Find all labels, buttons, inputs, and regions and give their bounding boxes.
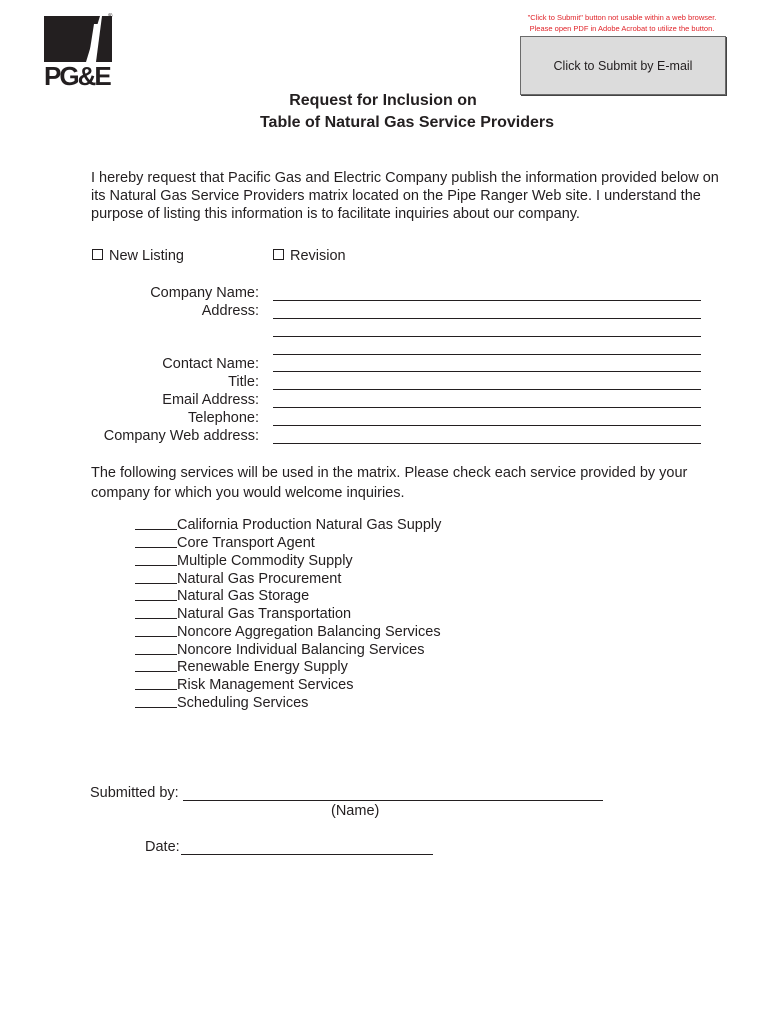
email-label: Email Address:	[162, 392, 259, 408]
service-check-blank[interactable]	[135, 695, 177, 708]
service-item[interactable]	[135, 535, 315, 551]
revision-label: Revision	[290, 248, 346, 264]
service-label: Renewable Energy Supply	[177, 659, 348, 675]
intro-paragraph: I hereby request that Pacific Gas and Electric Company publish the information provided below on its Natural Gas Service Providers matrix located on the Pipe Ranger Web site. I understand the purpose of listing this information is to facilitate inquiries about our company.	[91, 170, 719, 222]
service-item[interactable]	[135, 588, 309, 604]
service-item[interactable]	[135, 571, 341, 587]
contact-name-label: Contact Name:	[162, 356, 259, 372]
service-check-blank[interactable]	[135, 642, 177, 655]
registered-mark: ®	[108, 14, 113, 20]
service-label: Scheduling Services	[177, 695, 309, 711]
revision-option[interactable]	[273, 248, 346, 264]
title-field[interactable]	[273, 389, 701, 390]
submitted-by-field[interactable]	[183, 800, 603, 801]
service-check-blank[interactable]	[135, 606, 177, 619]
address-field-line-3[interactable]	[273, 354, 701, 355]
page-title-line-2: Table of Natural Gas Service Providers	[259, 114, 555, 131]
service-label: Natural Gas Storage	[177, 588, 310, 604]
company-name-label: Company Name:	[150, 285, 259, 301]
service-label: Noncore Aggregation Balancing Services	[177, 624, 441, 640]
submit-notice	[516, 12, 728, 34]
page-title-line-1: Request for Inclusion on	[289, 92, 477, 109]
service-check-blank[interactable]	[135, 571, 177, 584]
service-item[interactable]	[135, 517, 441, 533]
new-listing-option[interactable]	[92, 248, 184, 264]
service-label: Natural Gas Procurement	[177, 571, 342, 587]
submit-by-email-button[interactable]: Click to Submit by E-mail	[520, 36, 726, 95]
service-item[interactable]	[135, 677, 354, 693]
address-field-line-2[interactable]	[273, 336, 701, 337]
company-name-field[interactable]	[273, 300, 701, 301]
new-listing-checkbox[interactable]	[92, 249, 103, 260]
service-label: California Production Natural Gas Supply	[177, 517, 442, 533]
service-check-blank[interactable]	[135, 624, 177, 637]
service-label: Noncore Individual Balancing Services	[177, 642, 425, 658]
service-check-blank[interactable]	[135, 659, 177, 672]
service-label: Natural Gas Transportation	[177, 606, 352, 622]
telephone-field[interactable]	[273, 425, 701, 426]
service-item[interactable]	[135, 659, 348, 675]
contact-name-field[interactable]	[273, 371, 701, 372]
date-field[interactable]	[181, 854, 433, 855]
service-label: Risk Management Services	[177, 677, 354, 693]
service-check-blank[interactable]	[135, 517, 177, 530]
service-item[interactable]	[135, 624, 441, 640]
submitted-by-label: Submitted by:	[90, 785, 179, 801]
services-intro: The following services will be used in the matrix. Please check each service provided by your company for which you would welcome inquiries.	[91, 465, 688, 501]
web-address-field[interactable]	[273, 443, 701, 444]
telephone-label: Telephone:	[188, 410, 259, 426]
notice-line-2: Please open PDF in Adobe Acrobat to utilize the button.	[529, 24, 715, 33]
revision-checkbox[interactable]	[273, 249, 284, 260]
address-field-line-1[interactable]	[273, 318, 701, 319]
name-caption: (Name)	[331, 803, 380, 819]
service-item[interactable]	[135, 642, 424, 658]
service-check-blank[interactable]	[135, 535, 177, 548]
new-listing-label: New Listing	[109, 248, 184, 264]
web-address-label: Company Web address:	[103, 428, 259, 444]
service-check-blank[interactable]	[135, 553, 177, 566]
service-item[interactable]	[135, 695, 308, 711]
title-label: Title:	[228, 374, 259, 390]
notice-line-1: "Click to Submit" button not usable within a web browser.	[527, 13, 717, 22]
service-label: Core Transport Agent	[177, 535, 315, 551]
address-label: Address:	[201, 303, 259, 319]
service-label: Multiple Commodity Supply	[177, 553, 353, 569]
logo-wordmark: PG&E	[44, 61, 110, 91]
service-check-blank[interactable]	[135, 588, 177, 601]
service-check-blank[interactable]	[135, 677, 177, 690]
date-label: Date:	[145, 839, 180, 855]
email-field[interactable]	[273, 407, 701, 408]
service-item[interactable]	[135, 553, 353, 569]
service-item[interactable]	[135, 606, 351, 622]
